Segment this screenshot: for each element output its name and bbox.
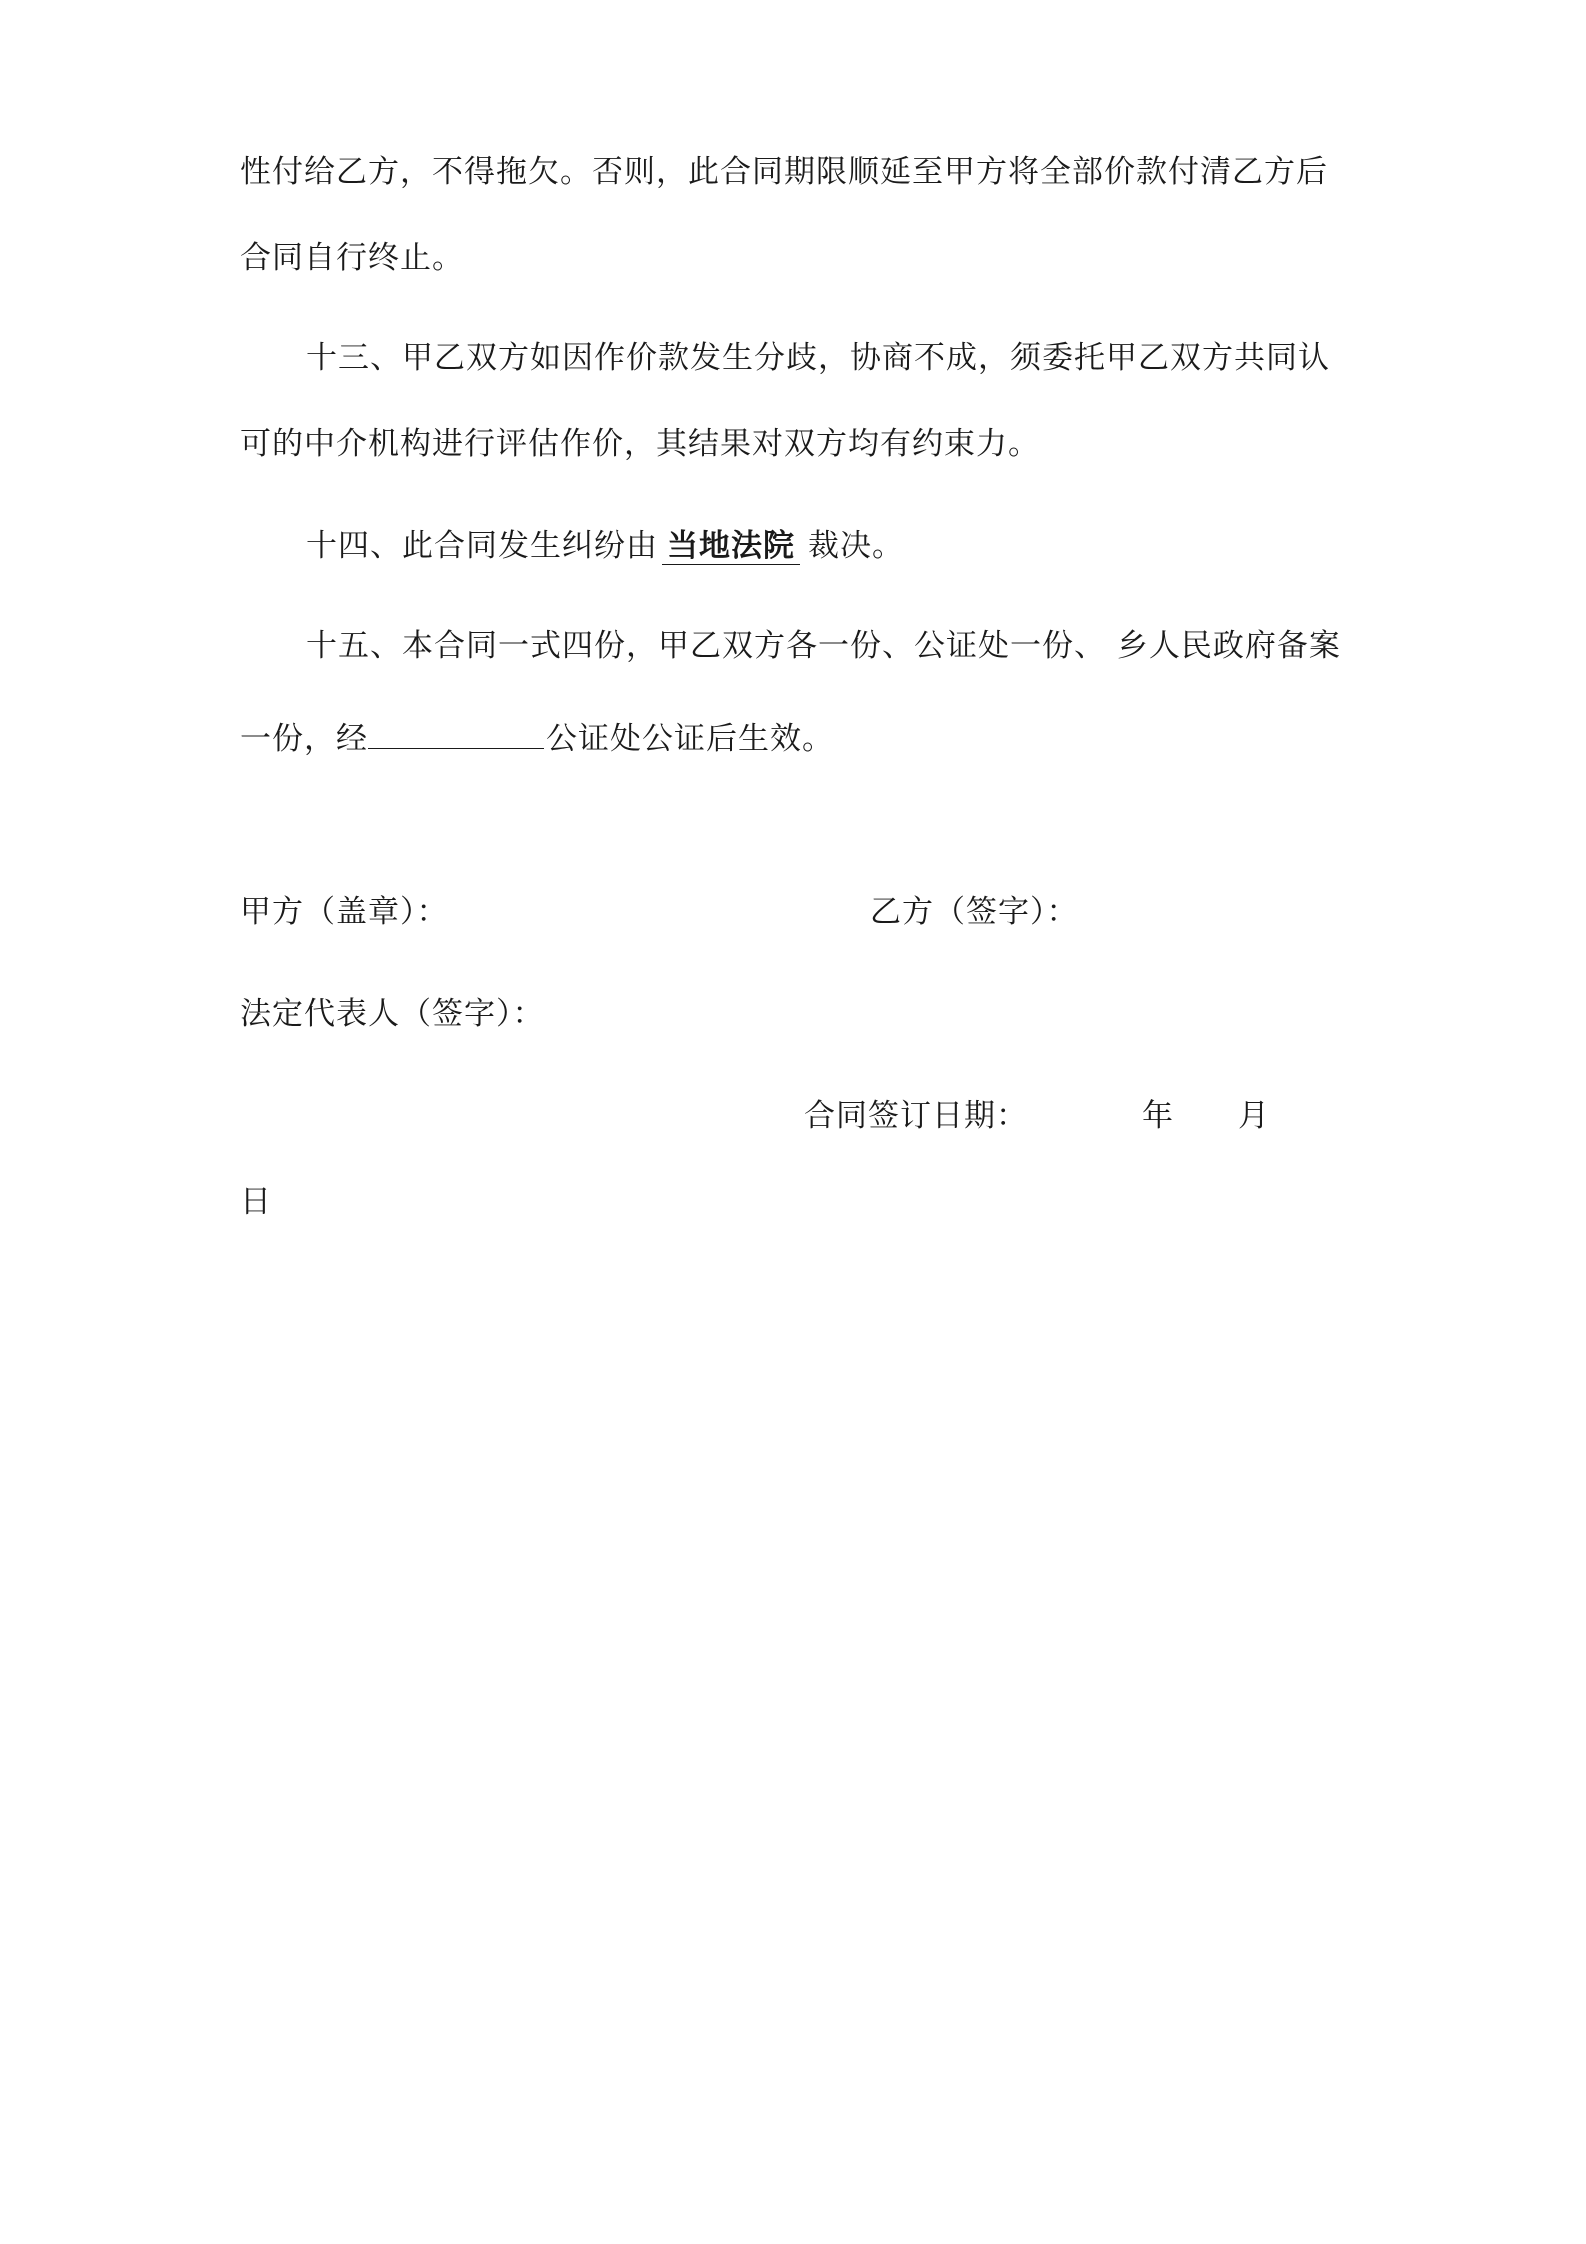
clause-14: [306, 526, 904, 566]
clause-15-line-2: [240, 712, 834, 759]
clause-15-line-2-prefix: 一份，经: [240, 721, 368, 757]
clause-14-prefix: 十四、此合同发生纠纷由: [306, 528, 658, 564]
legal-rep-sign-label: 法定代表人（签字）：: [240, 996, 545, 1032]
clause-12-line-2: 合同自行终止。: [240, 240, 464, 276]
sign-date-label: 合同签订日期：: [804, 1098, 1028, 1134]
date-day-label: 日: [240, 1184, 272, 1220]
clause-12-line-1: 性付给乙方，不得拖欠。否则，此合同期限顺延至甲方将全部价款付清乙方后: [240, 154, 1328, 190]
clause-14-suffix: 裁决。: [808, 528, 904, 564]
court-field: 当地法院: [662, 528, 800, 565]
clause-13-line-1: 十三、甲乙双方如因作价款发生分歧，协商不成，须委托甲乙双方共同认: [306, 340, 1330, 376]
notary-blank-field: [368, 712, 544, 749]
date-month-label: 月: [1238, 1098, 1270, 1134]
party-b-sign-label: 乙方（签字）：: [870, 894, 1079, 930]
party-a-seal-label: 甲方（盖章）：: [240, 894, 449, 930]
clause-15-line-2-suffix: 公证处公证后生效。: [546, 721, 834, 757]
clause-15-line-1: 十五、本合同一式四份，甲乙双方各一份、公证处一份、 乡人民政府备案: [306, 628, 1341, 664]
clause-13-line-2: 可的中介机构进行评估作价，其结果对双方均有约束力。: [240, 426, 1040, 462]
date-year-label: 年: [1142, 1098, 1174, 1134]
